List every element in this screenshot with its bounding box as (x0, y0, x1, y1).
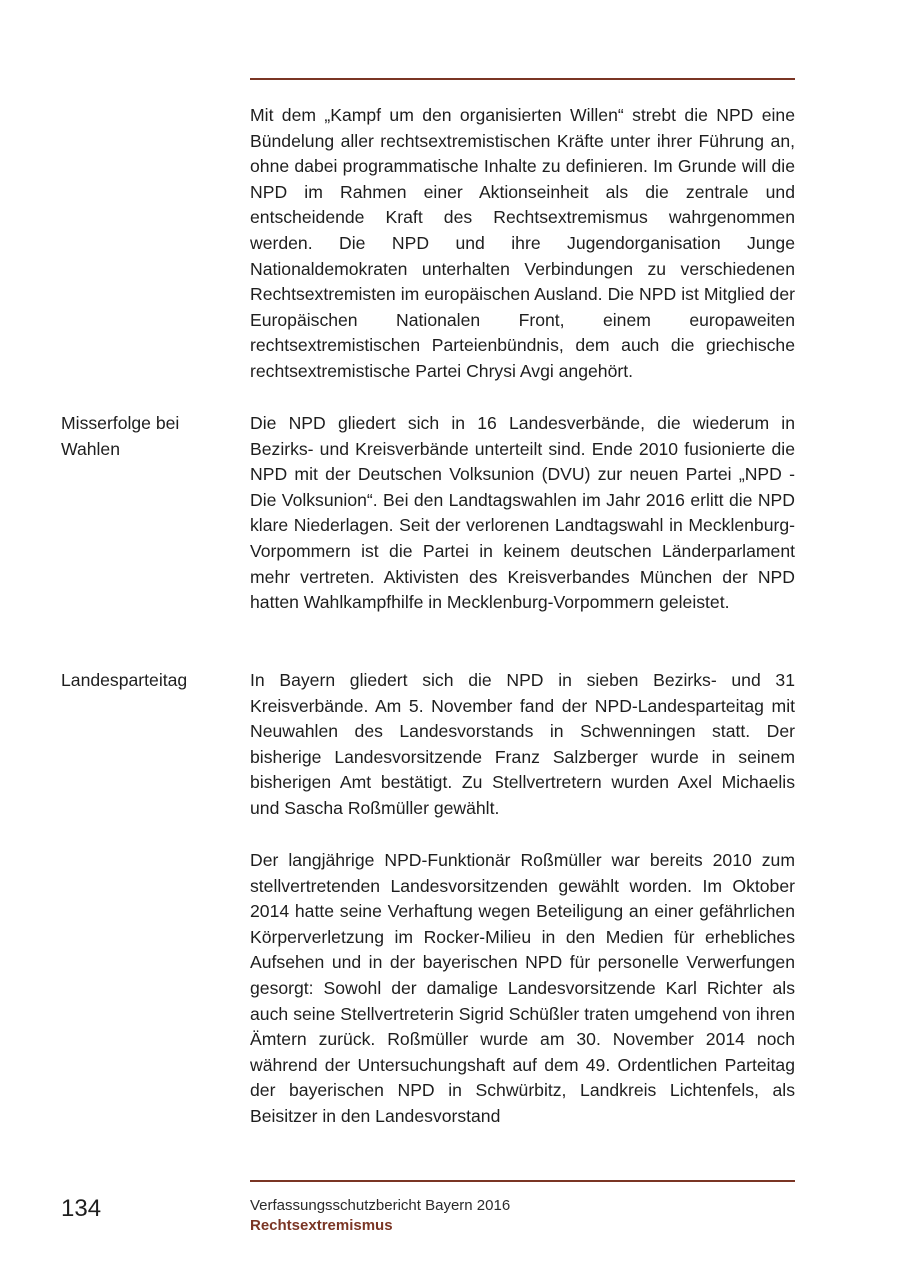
margin-note-misserfolge: Misserfolge bei Wahlen (61, 413, 180, 459)
body-paragraph-1: Mit dem „Kampf um den organisierten Willen“ strebt die NPD eine Bündelung aller rechtsextremistischen Kräfte unter ihrer Führung an, ohne dabei programmatische Inhalte zu definieren. Im Grunde will die NPD im Rahmen einer Aktionseinheit als die zentrale und entscheidende Kraft des Rechtsextremismus wahrgenommen werden. Die NPD und ihre Jugendorganisation Junge Nationaldemokraten unterhalten Verbindungen zu verschiedenen Rechtsextremisten im europäischen Ausland. Die NPD ist Mitglied der Europäischen Nationalen Front, einem europaweiten rechtsextremistischen Parteienbündnis, dem auch die griechische rechtsextremistische Partei Chrysi Avgi angehört. (250, 105, 795, 381)
body-paragraph-2: Die NPD gliedert sich in 16 Landesverbände, die wiederum in Bezirks- und Kreisverbände unterteilt sind. Ende 2010 fusionierte die NPD mit der Deutschen Volksunion (DVU) zur neuen Partei „NPD - Die Volksunion“. Bei den Landtagswahlen im Jahr 2016 erlitt die NPD klare Niederlagen. Seit der verlorenen Landtagswahl in Mecklenburg-Vorpommern ist die Partei in keinem deutschen Länderparlament mehr vertreten. Aktivisten des Kreisverbandes München der NPD hatten Wahlkampfhilfe in Mecklenburg-Vorpommern geleistet. (250, 413, 795, 613)
page-number: 134 (61, 1195, 102, 1222)
body-paragraph-3: In Bayern gliedert sich die NPD in sieben Bezirks- und 31 Kreisverbände. Am 5. November fand der NPD-Landesparteitag mit Neuwahlen des Landesvorstands in Schwenningen statt. Der bisherige Landesvorsitzende Franz Salzberger wurde in seinem bisherigen Amt bestätigt. Zu Stellvertretern wurden Axel Michaelis und Sascha Roßmüller gewählt. (250, 670, 795, 818)
body-paragraph-4: Der langjährige NPD-Funktionär Roßmüller war bereits 2010 zum stellvertretenden Landesvorsitzenden gewählt worden. Im Oktober 2014 hatte seine Verhaftung wegen Beteiligung an einer gefährlichen Körperverletzung im Rocker-Milieu in den Medien für erhebliches Aufsehen und in der bayerischen NPD für personelle Verwerfungen gesorgt: Sowohl der damalige Landesvorsitzende Karl Richter als auch seine Stellvertreterin Sigrid Schüßler traten umgehend von ihren Ämtern zurück. Roßmüller wurde am 30. November 2014 noch während der Untersuchungshaft auf dem 49. Ordentlichen Parteitag der bayerischen NPD in Schwürbitz, Landkreis Lichtenfels, als Beisitzer in den Landesvorstand (250, 850, 795, 1126)
footer-section-title: Rechtsextremismus (250, 1217, 393, 1234)
top-divider (250, 78, 795, 80)
footer-divider (250, 1180, 795, 1182)
footer-publication-title: Verfassungsschutzbericht Bayern 2016 (250, 1197, 511, 1214)
margin-note-landesparteitag: Landesparteitag (61, 670, 188, 690)
